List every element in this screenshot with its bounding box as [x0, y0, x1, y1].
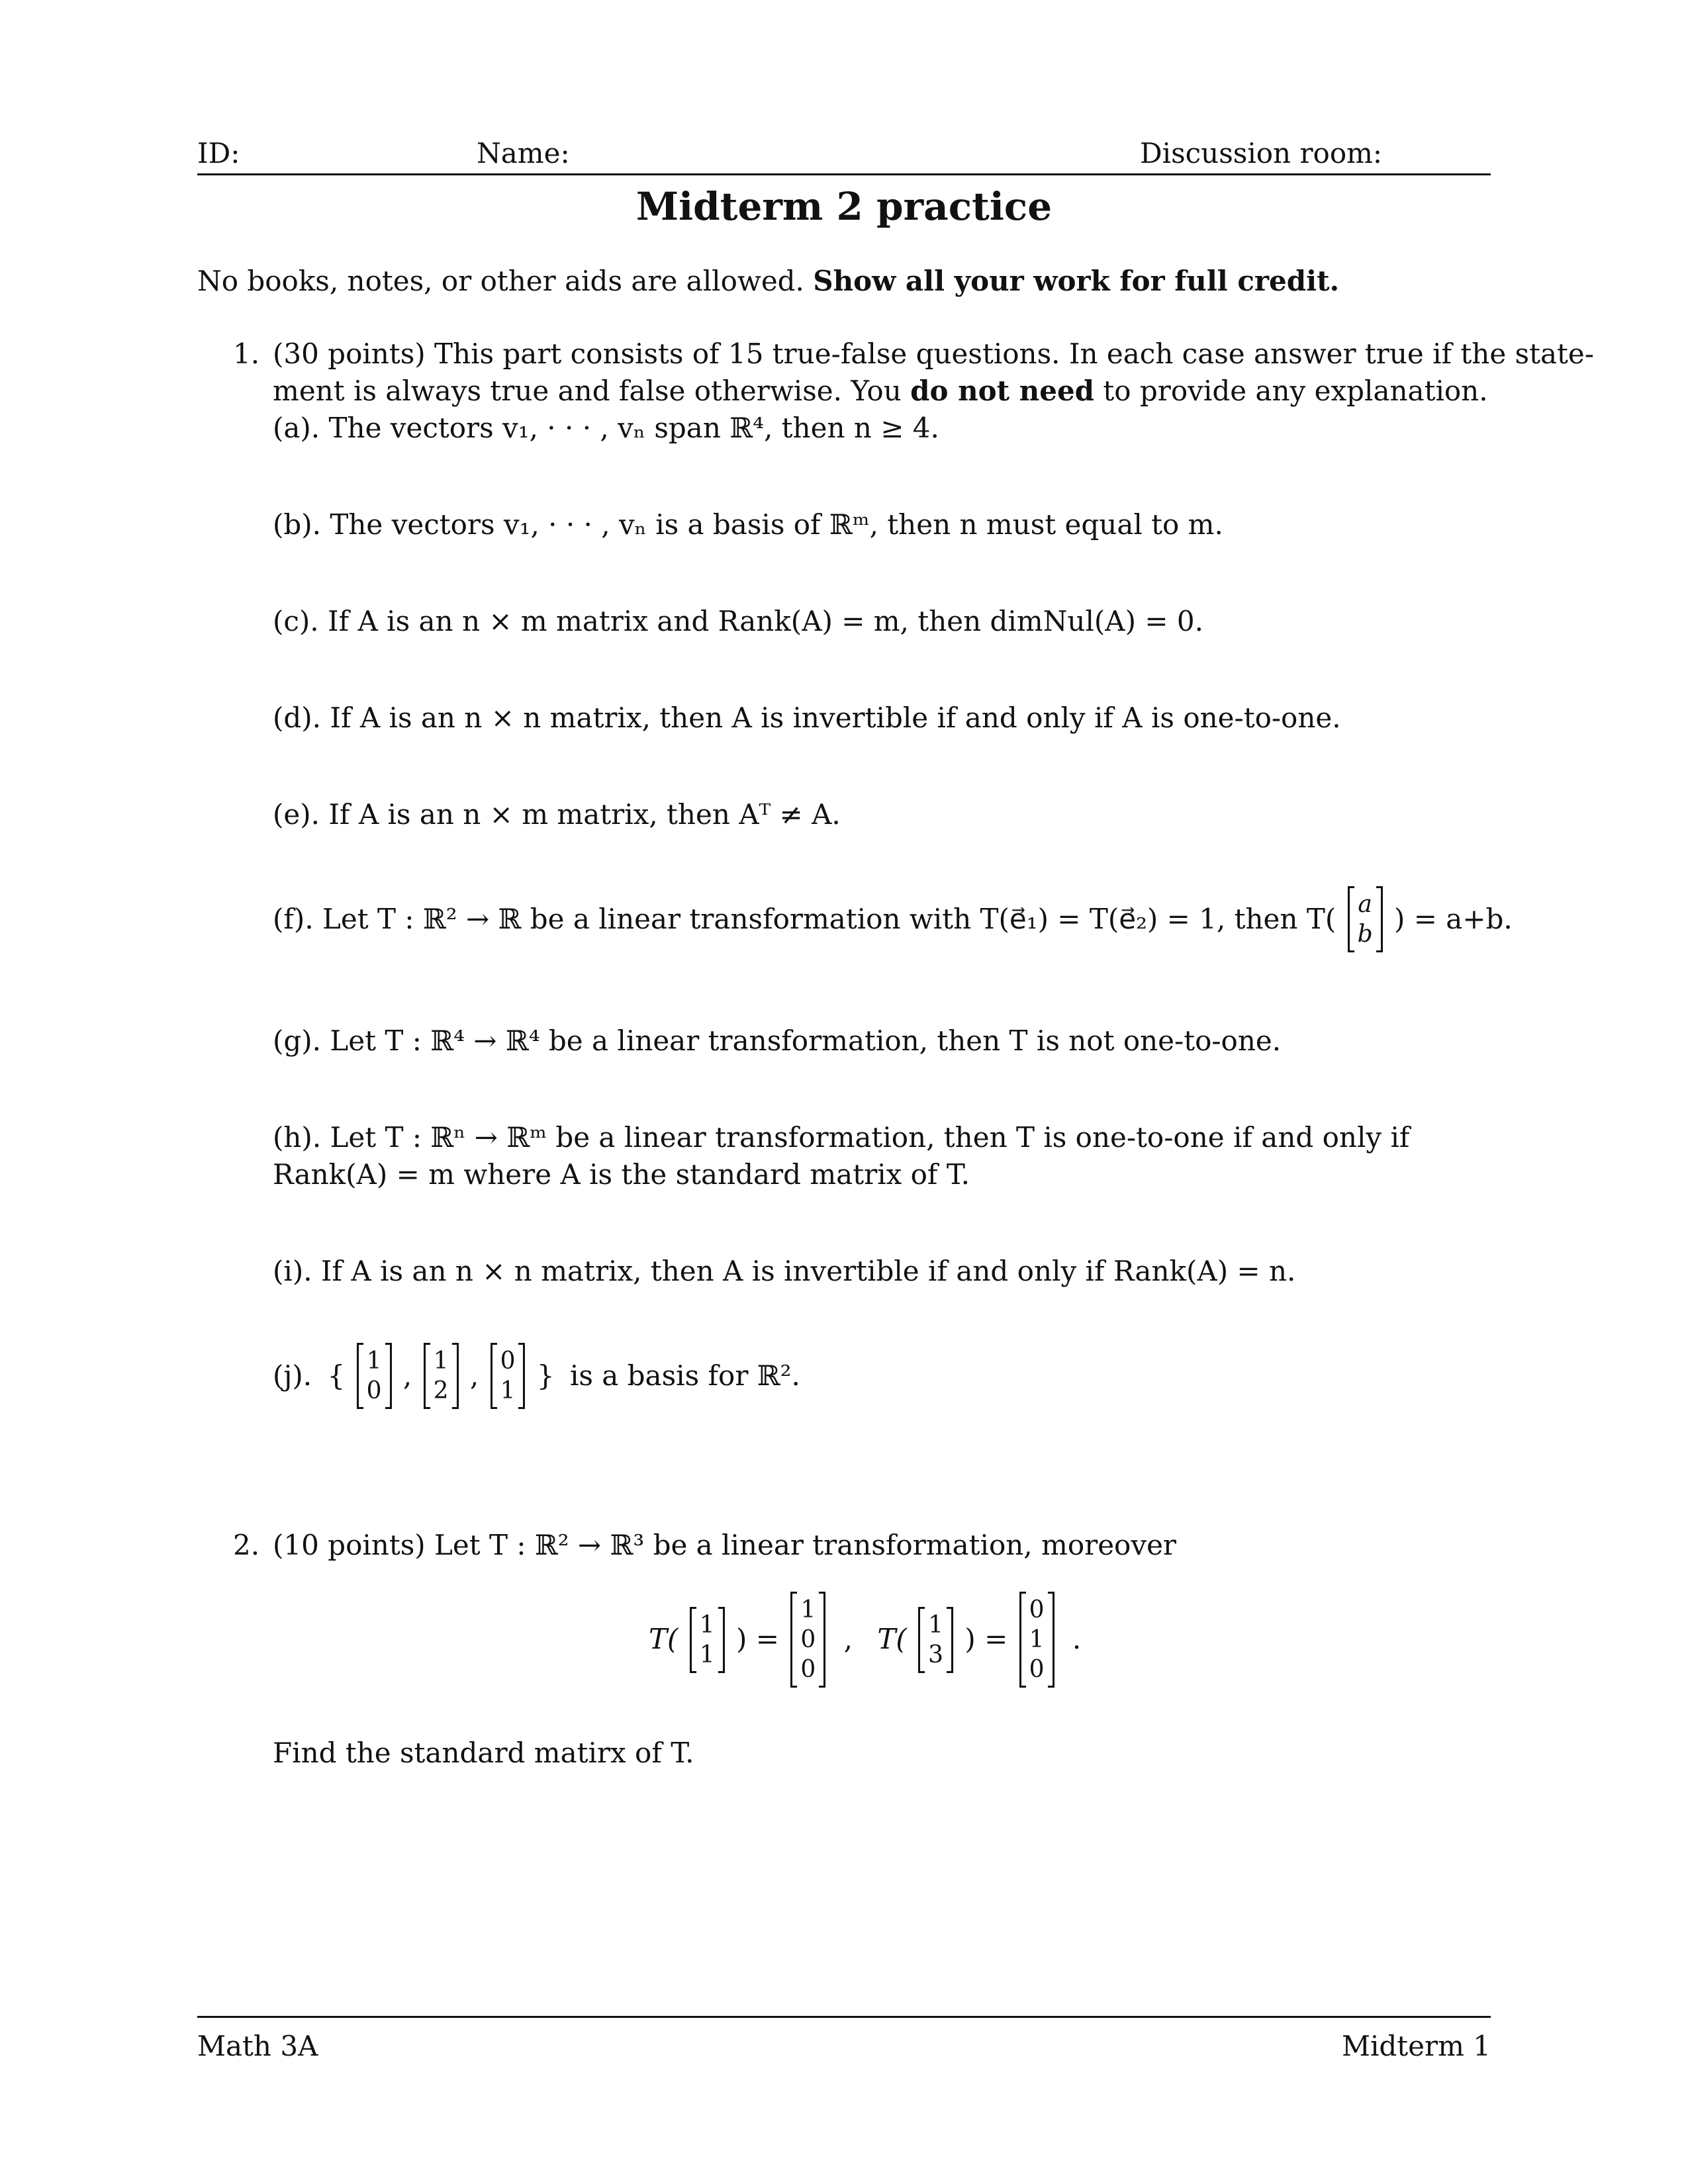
q1-j-vector-2: [424, 1345, 459, 1407]
q2-output-2-r3: 0: [1029, 1656, 1045, 1683]
q1-item-c: (c). If A is an n × m matrix and Rank(A) = m, then dimNul(A) = 0.: [273, 605, 1203, 637]
q1-intro-part2: to provide any explanation.: [1103, 375, 1488, 407]
q1-f-text: (f). Let T : ℝ² → ℝ be a linear transformation with T(e⃗₁) = T(e⃗₂) = 1, then T(: [273, 902, 1336, 935]
q1-j-close-brace: }: [536, 1359, 555, 1392]
q1-number: 1.: [233, 338, 260, 370]
q1-f-vector-b: b: [1357, 921, 1373, 948]
q2-output-vector-2: [1019, 1594, 1055, 1686]
q1-j-vector-2-top: 1: [433, 1347, 449, 1375]
q1-item-g: (g). Let T : ℝ⁴ → ℝ⁴ be a linear transformation, then T is not one-to-one.: [273, 1024, 1282, 1057]
q1-j-vector-2-bottom: 2: [433, 1377, 449, 1404]
q2-output-2-r1: 0: [1029, 1596, 1045, 1623]
q2-output-vector-1: [790, 1594, 825, 1686]
q1-item-b: (b). The vectors v₁, · · · , vₙ is a basis of ℝᵐ, then n must equal to m.: [273, 508, 1223, 541]
q1-item-f: [273, 888, 1513, 950]
footer-course: Math 3A: [197, 2030, 318, 2062]
q2-period: .: [1072, 1623, 1082, 1656]
q2-output-1-r2: 0: [800, 1626, 816, 1653]
q1-j-open-brace: {: [327, 1359, 346, 1392]
instructions-bold: Show all your work for full credit.: [813, 265, 1340, 297]
q2-input-1-bottom: 1: [699, 1641, 715, 1668]
q1-j-vector-3-bottom: 1: [500, 1377, 516, 1404]
q1-j-vector-1-top: 1: [366, 1347, 382, 1375]
q2-input-2-top: 1: [928, 1611, 943, 1639]
q1-item-e: (e). If A is an n × m matrix, then Aᵀ ≠ A.: [273, 798, 841, 831]
q1-f-vector: [1348, 888, 1383, 950]
q2-input-vector-2: [918, 1609, 953, 1671]
q2-T-open-1: T(: [649, 1623, 679, 1656]
header-rule: [197, 173, 1491, 175]
q1-intro-bold: do not need: [910, 375, 1095, 407]
q1-j-vector-3: [491, 1345, 526, 1407]
q1-f-vector-a: a: [1358, 891, 1372, 918]
q1-item-a: (a). The vectors v₁, · · · , vₙ span ℝ⁴, then n ≥ 4.: [273, 412, 939, 444]
q1-j-sep-2: ,: [469, 1359, 479, 1392]
q2-input-2-bottom: 3: [928, 1641, 943, 1668]
q1-j-vector-1: [357, 1345, 392, 1407]
q1-item-j: [273, 1345, 800, 1407]
q1-f-tail: ) = a+b.: [1393, 902, 1513, 935]
q1-intro-line1: (30 points) This part consists of 15 true-false questions. In each case answer true if the state-: [273, 338, 1594, 370]
page-title: Midterm 2 practice: [635, 184, 1053, 229]
q2-output-1-r1: 1: [800, 1596, 816, 1623]
q1-j-tail: is a basis for ℝ².: [569, 1359, 800, 1392]
id-label: ID:: [197, 137, 240, 169]
q1-intro-line2: [273, 373, 1488, 410]
q2-output-1-r3: 0: [800, 1656, 816, 1683]
q1-item-h-line2: Rank(A) = m where A is the standard matrix of T.: [273, 1158, 970, 1191]
q1-j-vector-3-top: 0: [500, 1347, 516, 1375]
footer-rule: [197, 2016, 1491, 2018]
q2-output-2-r2: 1: [1029, 1626, 1045, 1653]
q1-intro-part1: ment is always true and false otherwise. You: [273, 375, 902, 407]
instructions-plain: No books, notes, or other aids are allowed.: [197, 265, 804, 297]
q2-T-close-1: ) =: [736, 1623, 779, 1656]
q1-item-d: (d). If A is an n × n matrix, then A is invertible if and only if A is one-to-one.: [273, 702, 1341, 734]
q1-item-h-line1: (h). Let T : ℝⁿ → ℝᵐ be a linear transformation, then T is one-to-one if and only if: [273, 1121, 1410, 1154]
q2-equations: [649, 1594, 1081, 1686]
q2-comma: ,: [843, 1623, 853, 1656]
instructions: [197, 263, 1339, 300]
q2-T-open-2: T(: [877, 1623, 907, 1656]
name-label: Name:: [477, 137, 570, 169]
q2-T-close-2: ) =: [964, 1623, 1008, 1656]
footer-exam: Midterm 1: [1341, 2030, 1491, 2062]
discussion-room-label: Discussion room:: [1140, 137, 1383, 169]
q1-j-label: (j).: [273, 1359, 312, 1392]
q2-number: 2.: [233, 1529, 260, 1561]
q1-j-sep-1: ,: [402, 1359, 412, 1392]
q2-ask: Find the standard matirx of T.: [273, 1737, 694, 1769]
q1-item-i: (i). If A is an n × n matrix, then A is invertible if and only if Rank(A) = n.: [273, 1255, 1296, 1287]
q2-intro: (10 points) Let T : ℝ² → ℝ³ be a linear transformation, moreover: [273, 1529, 1176, 1561]
q2-input-vector-1: [690, 1609, 725, 1671]
q2-input-1-top: 1: [699, 1611, 715, 1639]
q1-j-vector-1-bottom: 0: [366, 1377, 382, 1404]
